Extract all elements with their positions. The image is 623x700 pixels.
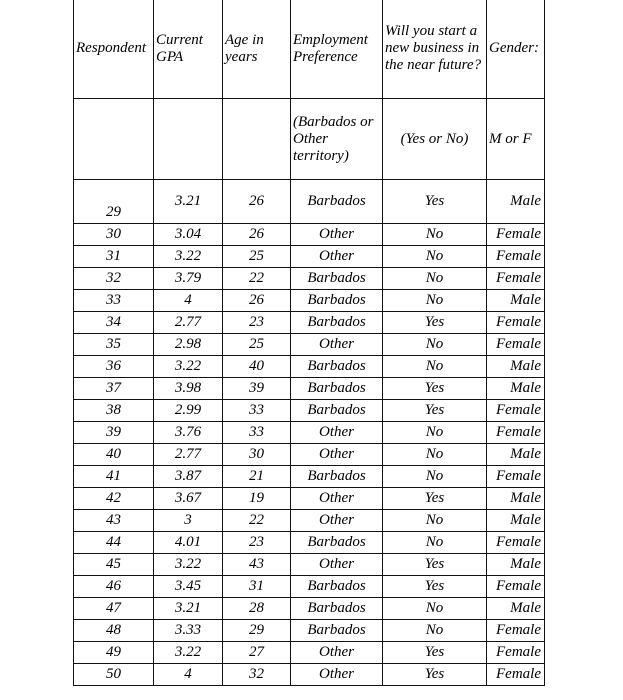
cell-gpa: 3.33 <box>154 620 223 642</box>
cell-business: Yes <box>383 554 487 576</box>
table-row <box>74 378 545 400</box>
table-row <box>74 488 545 510</box>
cell-gpa: 3.98 <box>154 378 223 400</box>
cell-gender: Male <box>487 510 545 532</box>
cell-age: 32 <box>223 664 291 686</box>
cell-gender: Female <box>487 466 545 488</box>
cell-gender: Male <box>487 378 545 400</box>
cell-respondent: 33 <box>74 290 154 312</box>
cell-age: 40 <box>223 356 291 378</box>
cell-age: 26 <box>223 180 291 224</box>
cell-respondent: 49 <box>74 642 154 664</box>
table-row <box>74 642 545 664</box>
cell-respondent: 50 <box>74 664 154 686</box>
cell-age: 19 <box>223 488 291 510</box>
cell-employment: Barbados <box>291 576 383 598</box>
table-row <box>74 312 545 334</box>
cell-age: 33 <box>223 400 291 422</box>
cell-gpa: 3.76 <box>154 422 223 444</box>
cell-age: 26 <box>223 224 291 246</box>
cell-business: No <box>383 466 487 488</box>
cell-employment: Barbados <box>291 180 383 224</box>
cell-employment: Barbados <box>291 532 383 554</box>
cell-age: 33 <box>223 422 291 444</box>
table-row <box>74 554 545 576</box>
cell-age: 25 <box>223 246 291 268</box>
cell-gender: Male <box>487 444 545 466</box>
cell-employment: Other <box>291 334 383 356</box>
cell-respondent: 31 <box>74 246 154 268</box>
cell-gpa: 3.87 <box>154 466 223 488</box>
cell-respondent: 40 <box>74 444 154 466</box>
cell-gpa: 4 <box>154 290 223 312</box>
cell-employment: Barbados <box>291 356 383 378</box>
cell-gpa: 3.22 <box>154 642 223 664</box>
cell-business: No <box>383 224 487 246</box>
cell-employment: Barbados <box>291 400 383 422</box>
table-row <box>74 290 545 312</box>
cell-gender: Female <box>487 334 545 356</box>
header-row <box>74 0 545 99</box>
header-employment: Employment Preference <box>291 0 383 99</box>
table-row <box>74 356 545 378</box>
cell-gender: Female <box>487 620 545 642</box>
table-row <box>74 620 545 642</box>
header-business: Will you start a new business in the near future? <box>383 0 487 99</box>
table-row <box>74 444 545 466</box>
cell-gpa: 4 <box>154 664 223 686</box>
cell-gender: Female <box>487 268 545 290</box>
table-row <box>74 268 545 290</box>
cell-respondent: 43 <box>74 510 154 532</box>
cell-age: 22 <box>223 510 291 532</box>
subheader-gpa <box>154 99 223 180</box>
cell-gpa: 3 <box>154 510 223 532</box>
cell-respondent: 41 <box>74 466 154 488</box>
cell-age: 29 <box>223 620 291 642</box>
subheader-age <box>223 99 291 180</box>
header-gender: Gender: <box>487 0 545 99</box>
subheader-row <box>74 99 545 180</box>
cell-gpa: 3.22 <box>154 246 223 268</box>
cell-employment: Other <box>291 444 383 466</box>
cell-business: No <box>383 334 487 356</box>
table-row <box>74 334 545 356</box>
cell-respondent: 29 <box>74 180 154 224</box>
cell-gender: Female <box>487 664 545 686</box>
subheader-employment: (Barbados or Other territory) <box>291 99 383 180</box>
cell-employment: Other <box>291 488 383 510</box>
cell-age: 28 <box>223 598 291 620</box>
header-respondent: Respondent <box>74 0 154 99</box>
table-row <box>74 532 545 554</box>
cell-respondent: 32 <box>74 268 154 290</box>
cell-respondent: 35 <box>74 334 154 356</box>
cell-employment: Other <box>291 510 383 532</box>
cell-business: No <box>383 290 487 312</box>
cell-employment: Other <box>291 246 383 268</box>
cell-business: No <box>383 532 487 554</box>
cell-employment: Barbados <box>291 598 383 620</box>
subheader-gender: M or F <box>487 99 545 180</box>
cell-respondent: 39 <box>74 422 154 444</box>
cell-gender: Male <box>487 488 545 510</box>
cell-employment: Other <box>291 224 383 246</box>
cell-business: No <box>383 620 487 642</box>
cell-gender: Male <box>487 290 545 312</box>
cell-gpa: 2.77 <box>154 444 223 466</box>
cell-age: 21 <box>223 466 291 488</box>
cell-gpa: 2.98 <box>154 334 223 356</box>
cell-age: 23 <box>223 312 291 334</box>
cell-employment: Other <box>291 642 383 664</box>
cell-gender: Female <box>487 312 545 334</box>
cell-gpa: 3.67 <box>154 488 223 510</box>
cell-business: Yes <box>383 664 487 686</box>
cell-business: Yes <box>383 642 487 664</box>
cell-gpa: 2.77 <box>154 312 223 334</box>
cell-age: 31 <box>223 576 291 598</box>
cell-business: Yes <box>383 488 487 510</box>
cell-respondent: 46 <box>74 576 154 598</box>
cell-age: 23 <box>223 532 291 554</box>
table-row <box>74 664 545 686</box>
cell-age: 26 <box>223 290 291 312</box>
cell-business: No <box>383 246 487 268</box>
cell-employment: Barbados <box>291 466 383 488</box>
cell-business: No <box>383 268 487 290</box>
cell-respondent: 42 <box>74 488 154 510</box>
cell-gender: Female <box>487 642 545 664</box>
cell-respondent: 44 <box>74 532 154 554</box>
cell-gender: Female <box>487 422 545 444</box>
cell-gender: Female <box>487 246 545 268</box>
cell-business: No <box>383 422 487 444</box>
cell-age: 25 <box>223 334 291 356</box>
subheader-business: (Yes or No) <box>383 99 487 180</box>
cell-gender: Female <box>487 400 545 422</box>
cell-age: 39 <box>223 378 291 400</box>
cell-business: Yes <box>383 312 487 334</box>
cell-gpa: 3.21 <box>154 598 223 620</box>
cell-employment: Other <box>291 664 383 686</box>
cell-age: 30 <box>223 444 291 466</box>
cell-gpa: 3.04 <box>154 224 223 246</box>
cell-age: 43 <box>223 554 291 576</box>
cell-respondent: 48 <box>74 620 154 642</box>
table-row <box>74 180 545 224</box>
cell-gender: Female <box>487 576 545 598</box>
cell-employment: Barbados <box>291 620 383 642</box>
cell-employment: Other <box>291 422 383 444</box>
cell-respondent: 34 <box>74 312 154 334</box>
cell-employment: Barbados <box>291 268 383 290</box>
cell-business: Yes <box>383 576 487 598</box>
cell-gender: Male <box>487 180 545 224</box>
cell-gender: Male <box>487 554 545 576</box>
header-age: Age in years <box>223 0 291 99</box>
table-row <box>74 224 545 246</box>
cell-business: No <box>383 598 487 620</box>
cell-employment: Other <box>291 554 383 576</box>
cell-gpa: 3.22 <box>154 356 223 378</box>
cell-gpa: 3.22 <box>154 554 223 576</box>
cell-age: 22 <box>223 268 291 290</box>
table-row <box>74 400 545 422</box>
cell-respondent: 45 <box>74 554 154 576</box>
cell-employment: Barbados <box>291 290 383 312</box>
survey-table <box>73 0 545 686</box>
cell-gpa: 2.99 <box>154 400 223 422</box>
table-row <box>74 598 545 620</box>
table-row <box>74 466 545 488</box>
cell-gpa: 3.79 <box>154 268 223 290</box>
cell-employment: Barbados <box>291 312 383 334</box>
cell-gender: Female <box>487 224 545 246</box>
cell-business: Yes <box>383 400 487 422</box>
cell-respondent: 30 <box>74 224 154 246</box>
cell-business: Yes <box>383 378 487 400</box>
subheader-respondent <box>74 99 154 180</box>
table-row <box>74 246 545 268</box>
table-row <box>74 510 545 532</box>
cell-respondent: 36 <box>74 356 154 378</box>
cell-business: No <box>383 356 487 378</box>
cell-gpa: 3.45 <box>154 576 223 598</box>
cell-gpa: 4.01 <box>154 532 223 554</box>
table-row <box>74 422 545 444</box>
table-row <box>74 576 545 598</box>
cell-employment: Barbados <box>291 378 383 400</box>
cell-business: No <box>383 444 487 466</box>
cell-gpa: 3.21 <box>154 180 223 224</box>
cell-respondent: 47 <box>74 598 154 620</box>
cell-age: 27 <box>223 642 291 664</box>
header-gpa: Current GPA <box>154 0 223 99</box>
cell-respondent: 38 <box>74 400 154 422</box>
cell-gender: Male <box>487 356 545 378</box>
cell-respondent: 37 <box>74 378 154 400</box>
cell-business: No <box>383 510 487 532</box>
cell-business: Yes <box>383 180 487 224</box>
cell-gender: Female <box>487 532 545 554</box>
cell-gender: Male <box>487 598 545 620</box>
